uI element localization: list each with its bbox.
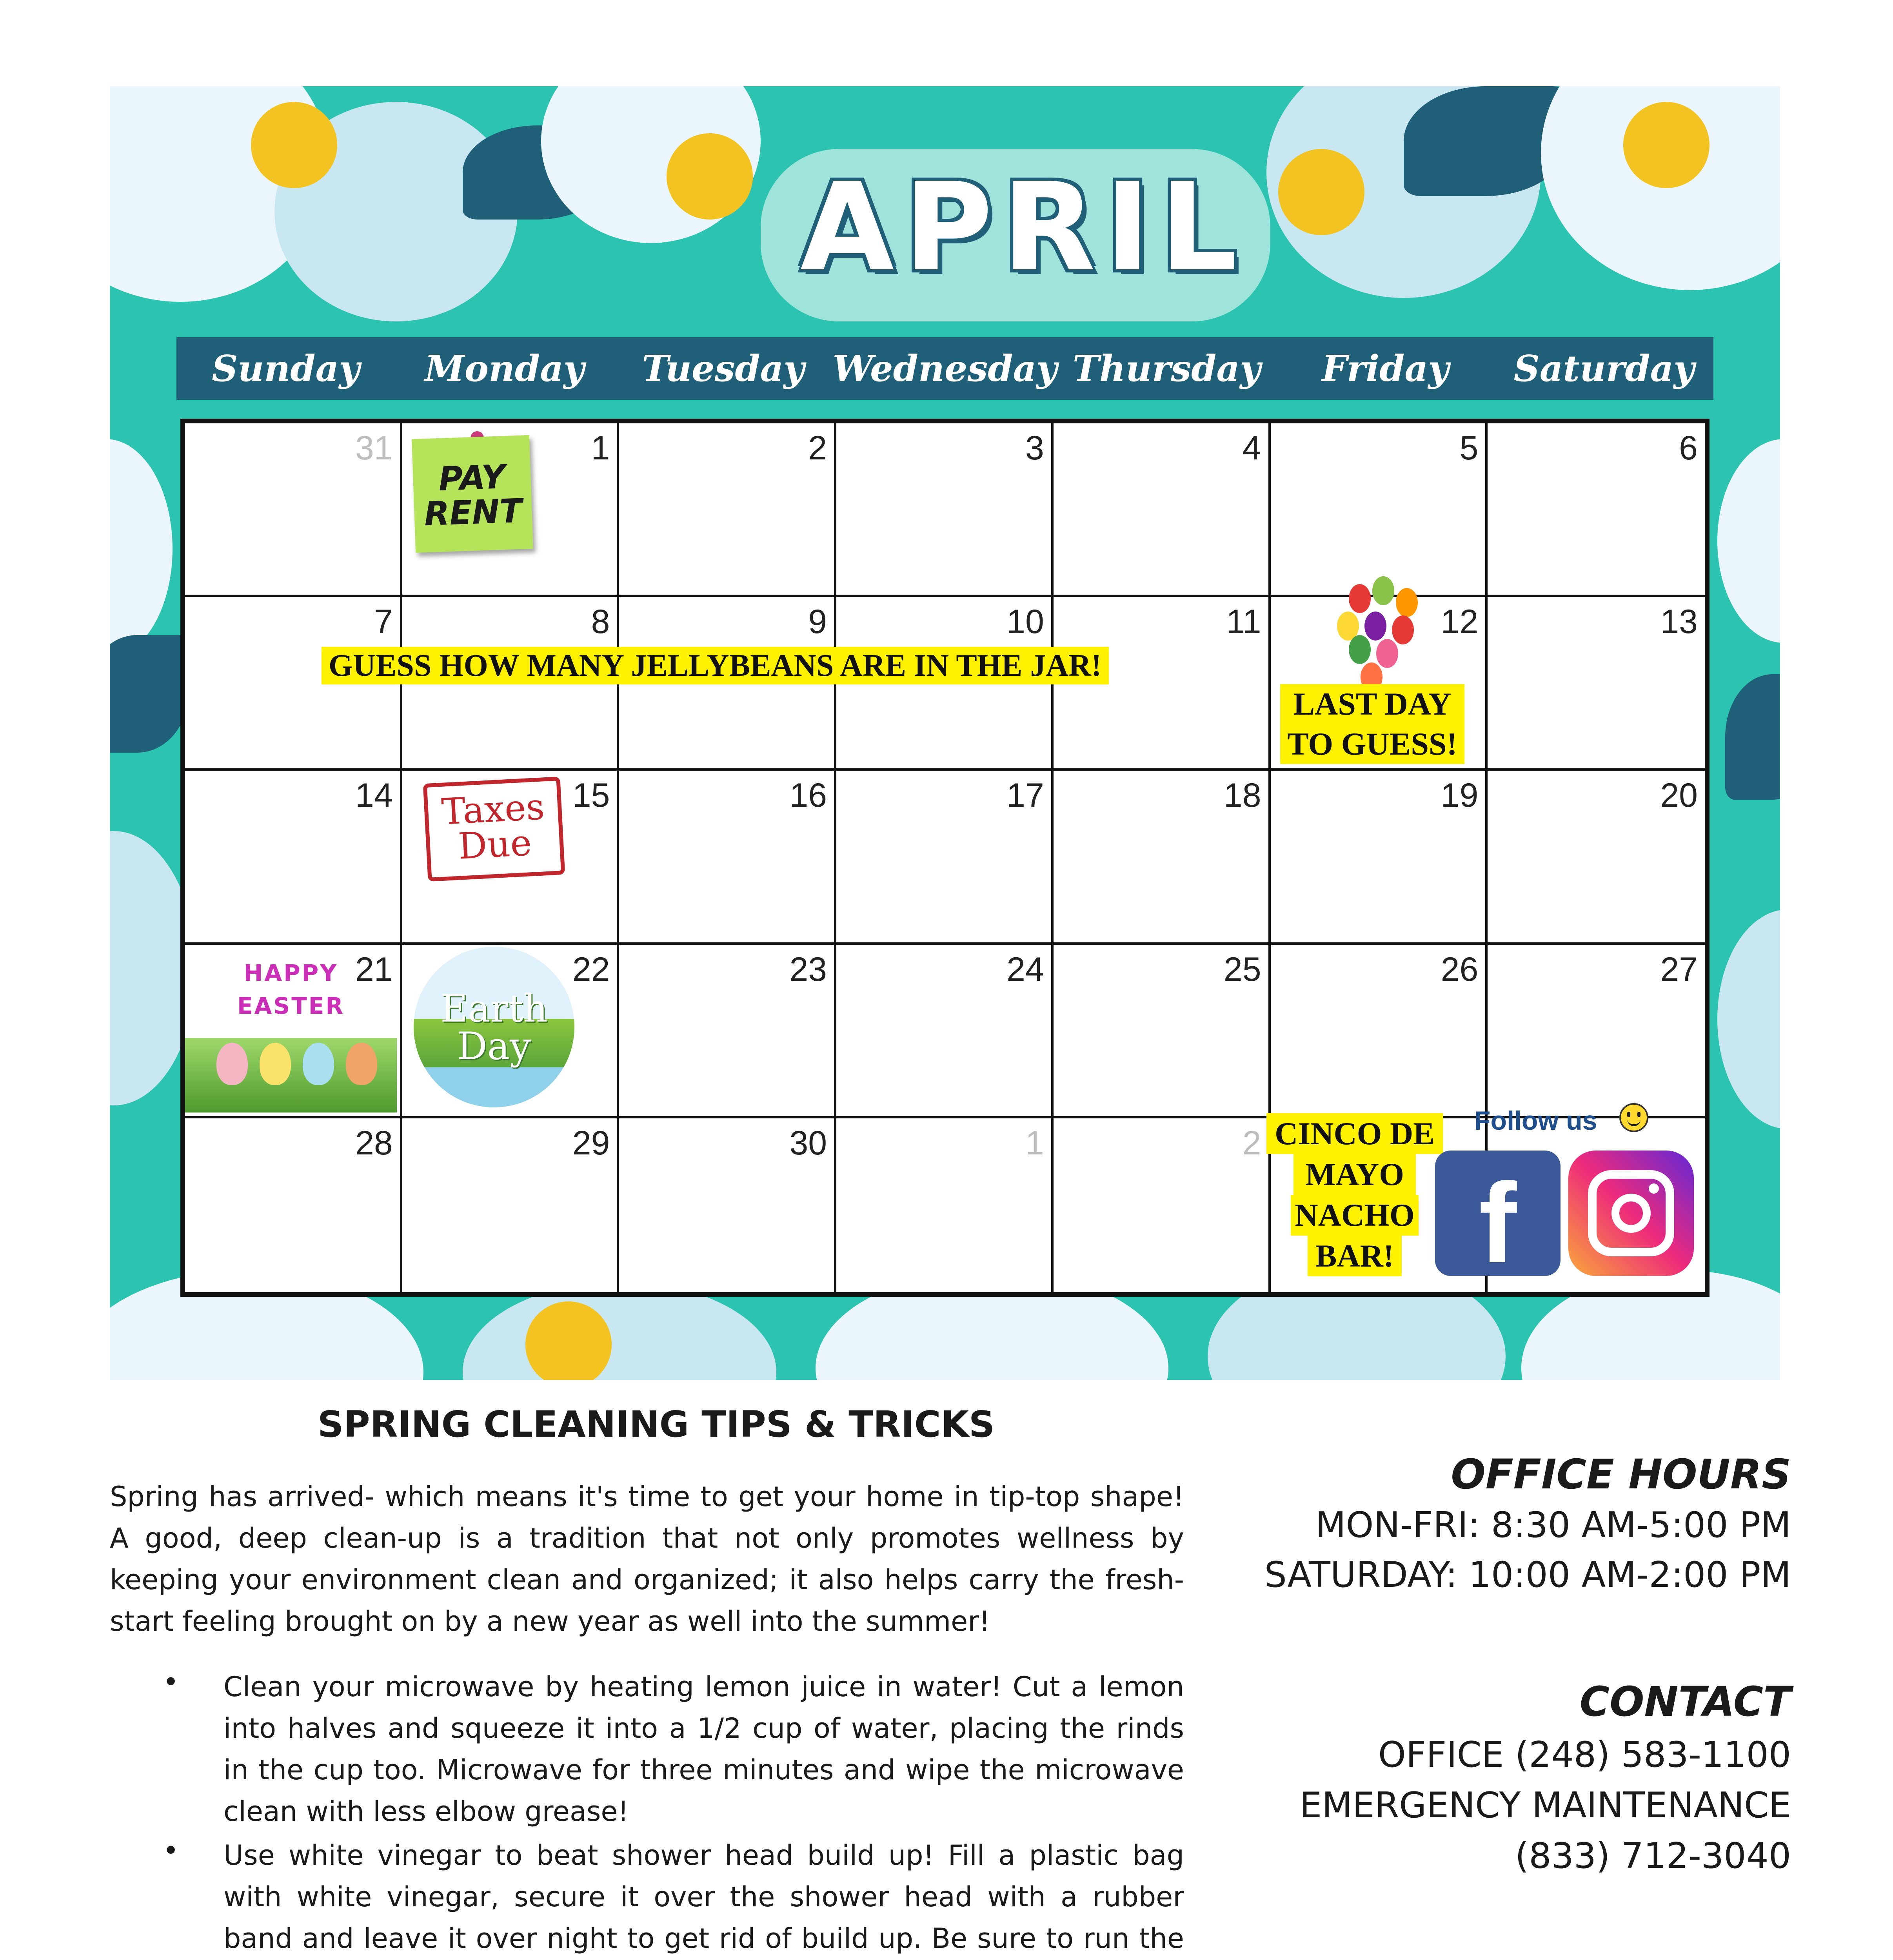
egg-icon xyxy=(260,1043,291,1085)
calendar-day-cell xyxy=(1054,771,1271,944)
earth-day-text: Earth Day xyxy=(440,987,548,1068)
day-number: 26 xyxy=(1441,950,1479,988)
cinco-line: NACHO xyxy=(1291,1195,1418,1236)
day-number: 3 xyxy=(1025,429,1044,467)
month-title: APRIL xyxy=(800,157,1247,298)
calendar-day-cell xyxy=(185,423,402,597)
weekday-label: Tuesday xyxy=(642,347,805,390)
emergency-label: EMERGENCY MAINTENANCE xyxy=(1299,1785,1791,1826)
cinco-line: CINCO DE xyxy=(1266,1113,1443,1154)
contact-heading: CONTACT xyxy=(1579,1678,1791,1726)
calendar-day-cell xyxy=(619,771,836,944)
weekday-label: Wednesday xyxy=(832,347,1057,390)
calendar-day-cell xyxy=(1054,423,1271,597)
day-number: 5 xyxy=(1459,429,1479,467)
instagram-icon[interactable] xyxy=(1568,1151,1694,1276)
calendar-day-cell xyxy=(836,1118,1054,1292)
contact-section xyxy=(1299,1678,1791,1877)
weekday-label: Monday xyxy=(424,347,585,390)
jellybean-banner: GUESS HOW MANY JELLYBEANS ARE IN THE JAR! xyxy=(322,647,1109,684)
facebook-icon[interactable]: f xyxy=(1435,1151,1561,1276)
easter-line: HAPPY xyxy=(243,960,338,986)
day-number: 25 xyxy=(1223,950,1261,988)
calendar-day-cell xyxy=(619,1118,836,1292)
pay-rent-text: PAY RENT xyxy=(423,457,523,534)
calendar-day-cell xyxy=(402,1118,619,1292)
calendar-day-cell xyxy=(619,423,836,597)
calendar-day-cell xyxy=(1271,945,1488,1118)
last-day-line: LAST DAY xyxy=(1293,686,1452,722)
last-day-label xyxy=(1280,684,1464,764)
day-number: 1 xyxy=(1025,1124,1044,1162)
calendar-day-cell xyxy=(185,771,402,944)
last-day-line: TO GUESS! xyxy=(1287,726,1457,762)
calendar-day-cell xyxy=(619,945,836,1118)
day-number: 14 xyxy=(355,777,393,815)
day-number: 31 xyxy=(355,429,393,467)
taxes-due-stamp xyxy=(423,777,565,882)
day-number: 19 xyxy=(1441,777,1479,815)
office-hours-heading: OFFICE HOURS xyxy=(1451,1450,1791,1498)
calendar-day-cell xyxy=(836,771,1054,944)
egg-icon xyxy=(216,1043,248,1085)
tip-item: Use white vinegar to beat shower head build up! Fill a plastic bag with white vinegar, secure it over the shower head with a rubber band and leave it over night to get rid of build up. Be sure to run the xyxy=(223,1839,1184,1955)
day-number: 18 xyxy=(1223,777,1261,815)
pay-rent-note xyxy=(412,435,533,553)
calendar-day-cell xyxy=(1488,771,1705,944)
tip-item: Clean your microwave by heating lemon juice in water! Cut a lemon into halves and squeeze it into a 1/2 cup of water, placing the rinds in the cup too. Microwave for three minutes and wipe the microwave clean with less elbow grease! xyxy=(223,1671,1184,1828)
calendar-day-cell xyxy=(1488,423,1705,597)
smiley-icon xyxy=(1619,1103,1648,1132)
cinco-line: BAR! xyxy=(1308,1236,1402,1276)
day-number: 22 xyxy=(572,950,610,988)
day-number: 23 xyxy=(789,950,827,988)
day-number: 15 xyxy=(572,777,610,815)
earth-day-badge xyxy=(414,947,574,1107)
day-number: 1 xyxy=(591,429,610,467)
day-number: 12 xyxy=(1441,603,1479,641)
weekday-label: Saturday xyxy=(1513,347,1695,390)
calendar-day-cell xyxy=(836,945,1054,1118)
follow-us-label: Follow us xyxy=(1474,1106,1597,1136)
day-number: 29 xyxy=(572,1124,610,1162)
egg-icon xyxy=(303,1043,334,1085)
weekday-label: Thursday xyxy=(1072,347,1261,390)
bullet-icon: • xyxy=(163,1835,179,1867)
day-number: 2 xyxy=(1242,1124,1261,1162)
easter-line: EASTER xyxy=(237,993,345,1019)
calendar-day-cell xyxy=(1488,945,1705,1118)
day-number: 27 xyxy=(1660,950,1698,988)
weekday-label: Friday xyxy=(1322,347,1449,390)
day-number: 13 xyxy=(1660,603,1698,641)
calendar-day-cell xyxy=(1271,423,1488,597)
day-number: 21 xyxy=(355,950,393,988)
calendar-day-cell xyxy=(1271,771,1488,944)
tips-heading: SPRING CLEANING TIPS & TRICKS xyxy=(318,1403,995,1445)
calendar-day-cell xyxy=(836,423,1054,597)
day-number: 17 xyxy=(1006,777,1044,815)
day-number: 10 xyxy=(1006,603,1044,641)
day-number: 24 xyxy=(1006,950,1044,988)
happy-easter-text xyxy=(185,956,397,1022)
office-phone[interactable]: OFFICE (248) 583-1100 xyxy=(1378,1734,1791,1775)
saturday-hours: SATURDAY: 10:00 AM-2:00 PM xyxy=(1264,1554,1791,1595)
day-number: 7 xyxy=(374,603,393,641)
weekday-label: Sunday xyxy=(212,347,360,390)
calendar-day-cell xyxy=(1054,1118,1271,1292)
day-number: 16 xyxy=(789,777,827,815)
day-number: 20 xyxy=(1660,777,1698,815)
egg-icon xyxy=(346,1043,377,1085)
day-number: 9 xyxy=(808,603,827,641)
office-hours-section xyxy=(1264,1450,1791,1595)
weekday-hours: MON-FRI: 8:30 AM-5:00 PM xyxy=(1315,1504,1791,1546)
calendar-day-cell xyxy=(1488,597,1705,771)
cinco-de-mayo-label xyxy=(1266,1113,1443,1276)
tips-intro: Spring has arrived- which means it's time to get your home in tip-top shape! A good, deep clean-up is a tradition that not only promotes wellness by keeping your environment clean and organized; it also helps carry the fresh-start feeling brought on by a new year as well into the summer! xyxy=(110,1481,1184,1637)
calendar-day-cell xyxy=(1054,945,1271,1118)
day-number: 28 xyxy=(355,1124,393,1162)
cinco-line: MAYO xyxy=(1293,1154,1416,1195)
day-number: 11 xyxy=(1226,603,1261,641)
day-number: 2 xyxy=(808,429,827,467)
happy-easter-image xyxy=(185,949,397,1112)
bullet-icon: • xyxy=(163,1666,179,1698)
weekday-header xyxy=(176,337,1713,400)
calendar-day-cell xyxy=(185,1118,402,1292)
emergency-phone[interactable]: (833) 712-3040 xyxy=(1515,1835,1791,1877)
day-number: 30 xyxy=(789,1124,827,1162)
taxes-due-text: Taxes Due xyxy=(440,786,546,867)
day-number: 4 xyxy=(1242,429,1261,467)
day-number: 6 xyxy=(1679,429,1698,467)
day-number: 8 xyxy=(591,603,610,641)
